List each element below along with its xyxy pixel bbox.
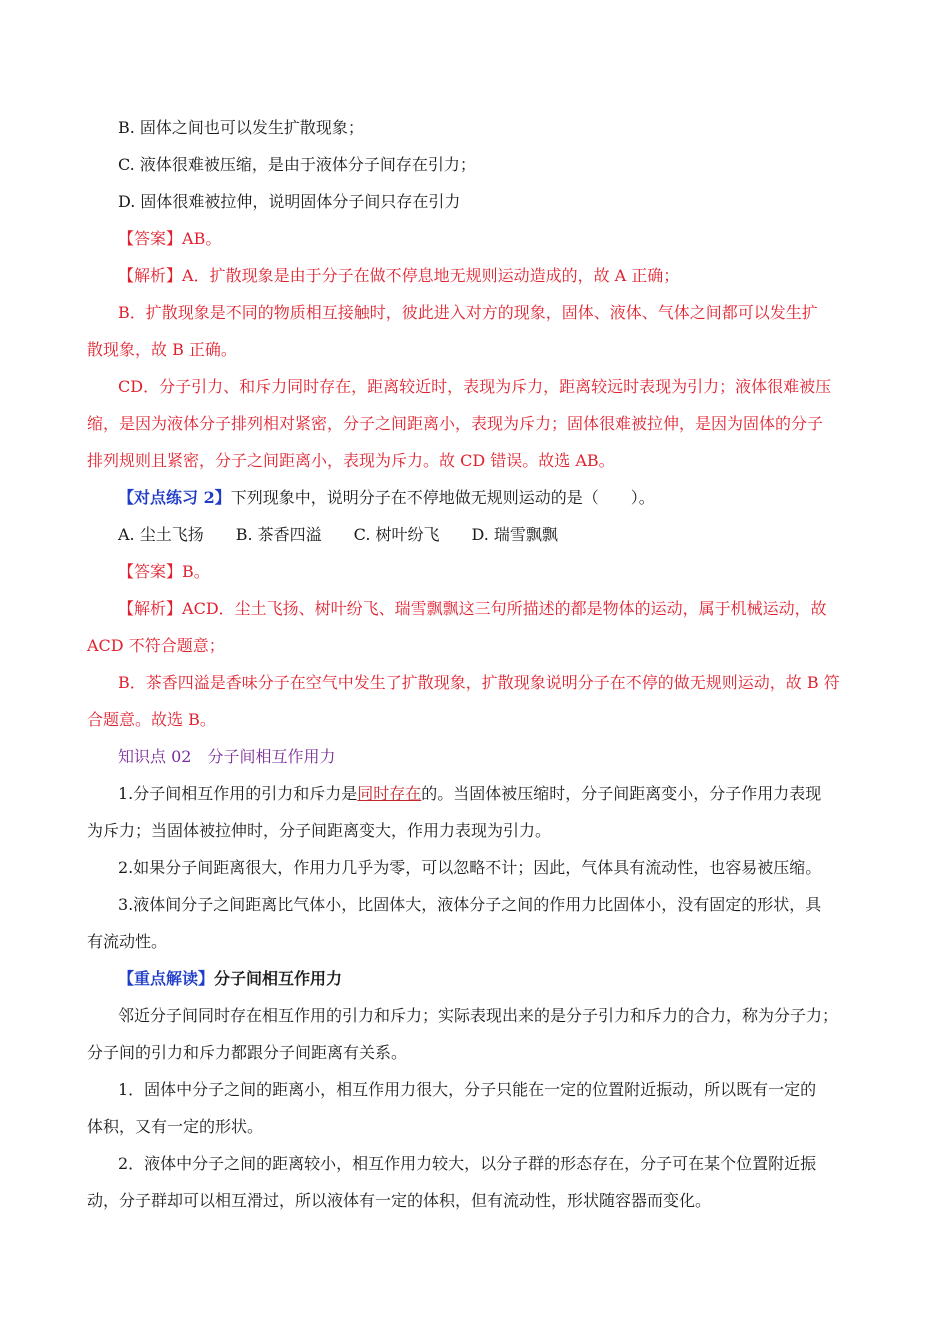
answer-line-1 <box>118 228 221 250</box>
section-heading: 知识点 02 分子间相互作用力 <box>118 747 336 766</box>
analysis-text: A．扩散现象是由于分子在做不停息地无规则运动造成的，故 A 正确； <box>182 266 680 285</box>
answer-tag: 【答案】 <box>118 229 183 248</box>
point-3-line-2: 有流动性。 <box>87 932 168 951</box>
focus-item-1-line-1: 1．固体中分子之间的距离小，相互作用力很大，分子只能在一定的位置附近振动，所以既有一定的 <box>118 1080 817 1099</box>
point-1-line-2: 为斥力；当固体被拉伸时，分子间距离变大，作用力表现为引力。 <box>87 821 552 840</box>
analysis-tag: 【解析】 <box>118 266 183 285</box>
exercise-tag: 【对点练习 2】 <box>118 488 231 507</box>
exercise-2-options: A. 尘土飞扬 B. 茶香四溢 C. 树叶纷飞 D. 瑞雪飘飘 <box>118 525 558 544</box>
answer-value: AB。 <box>182 229 222 248</box>
option-d: D. 固体很难被拉伸，说明固体分子间只存在引力 <box>118 192 461 211</box>
answer-tag: 【答案】 <box>118 562 183 581</box>
focus-intro-line-1: 邻近分子间同时存在相互作用的引力和斥力；实际表现出来的是分子引力和斥力的合力，称为分子力； <box>118 1006 839 1025</box>
exercise-2-analysis-1 <box>118 598 827 620</box>
analysis-text: ACD．尘土飞扬、树叶纷飞、瑞雪飘飘这三句所描述的都是物体的运动，属于机械运动，故 <box>182 599 827 618</box>
option-b: B. 固体之间也可以发生扩散现象； <box>118 118 364 137</box>
exercise-2-answer <box>118 561 210 583</box>
focus-item-2-line-1: 2．液体中分子之间的距离较小，相互作用力较大，以分子群的形态存在，分子可在某个位置附近振 <box>118 1154 817 1173</box>
focus-item-2-line-2: 动，分子群却可以相互滑过，所以液体有一定的体积，但有流动性，形状随容器而变化。 <box>87 1191 712 1210</box>
exercise-2-analysis-4: 合题意。故选 B。 <box>87 710 216 729</box>
point-1-text-cont: 的。当固体被压缩时，分子间距离变小，分子作用力表现 <box>421 784 822 803</box>
point-1-text: 1.分子间相互作用的引力和斥力是 <box>118 784 358 803</box>
focus-tag: 【重点解读】 <box>118 969 215 988</box>
analysis-tag: 【解析】 <box>118 599 183 618</box>
analysis-line-4: CD．分子引力、和斥力同时存在，距离较近时，表现为斥力，距离较远时表现为引力；液体很难被压 <box>118 377 832 396</box>
focus-heading <box>118 968 342 990</box>
analysis-line-5: 缩，是因为液体分子排列相对紧密，分子之间距离小，表现为斥力；固体很难被拉伸，是因为固体的分子 <box>87 414 824 433</box>
analysis-line-6: 排列规则且紧密，分子之间距离小，表现为斥力。故 CD 错误。故选 AB。 <box>87 451 615 470</box>
exercise-2-stem <box>118 487 655 509</box>
exercise-2-analysis-3: B．茶香四溢是香味分子在空气中发生了扩散现象，扩散现象说明分子在不停的做无规则运动，故 B 符 <box>118 673 840 692</box>
exercise-2-analysis-2: ACD 不符合题意； <box>87 636 225 655</box>
analysis-line-2: B．扩散现象是不同的物质相互接触时，彼此进入对方的现象，固体、液体、气体之间都可以发生扩 <box>118 303 818 322</box>
focus-item-1-line-2: 体积，又有一定的形状。 <box>87 1117 264 1136</box>
answer-value: B。 <box>182 562 210 581</box>
point-1-line-1 <box>118 783 821 805</box>
exercise-stem: 下列现象中，说明分子在不停地做无规则运动的是（ ）。 <box>230 488 655 507</box>
option-c: C. 液体很难被压缩，是由于液体分子间存在引力； <box>118 155 476 174</box>
focus-intro-line-2: 分子间的引力和斥力都跟分子间距离有关系。 <box>87 1043 408 1062</box>
underlined-term: 同时存在 <box>357 784 422 803</box>
analysis-line-1 <box>118 265 679 287</box>
point-3-line-1: 3.液体间分子之间距离比气体小，比固体大，液体分子之间的作用力比固体小，没有固定的形状，具 <box>118 895 822 914</box>
focus-title: 分子间相互作用力 <box>214 969 343 988</box>
point-2: 2.如果分子间距离很大，作用力几乎为零，可以忽略不计；因此，气体具有流动性，也容易被压缩。 <box>118 858 822 877</box>
analysis-line-3: 散现象，故 B 正确。 <box>87 340 237 359</box>
